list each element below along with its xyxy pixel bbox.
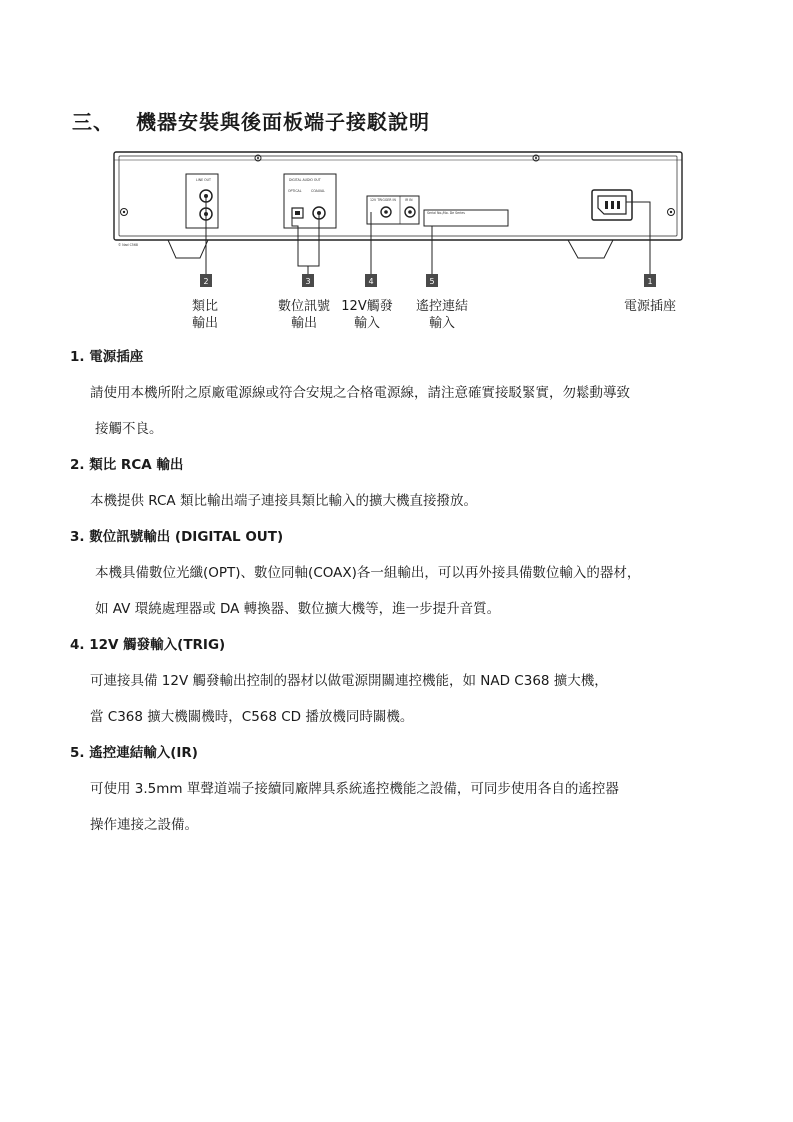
copyright-text: © Nad C568 (118, 243, 138, 247)
svg-text:4: 4 (368, 277, 374, 286)
item-3-line-2: 如 AV 環繞處理器或 DA 轉換器、數位擴大機等，進一步提升音質。 (95, 601, 501, 617)
side-screw-right-icon (668, 209, 675, 216)
digital-out-label: DIGITAL AUDIO OUT (289, 178, 321, 182)
item-3-heading: 3. 數位訊號輸出 (DIGITAL OUT) (70, 529, 284, 545)
callout-digital: 數位訊號 輸出 (277, 299, 330, 331)
item-2-line-1: 本機提供 RCA 類比輸出端子連接具類比輸入的擴大機直接撥放。 (90, 493, 477, 509)
item-3-line-1: 本機具備數位光纖(OPT)、數位同軸(COAX)各一組輸出，可以再外接具備數位輸入的器材， (95, 565, 641, 581)
item-4-line-2: 當 C368 擴大機關機時，C568 CD 播放機同時關機。 (90, 709, 414, 725)
section-title-text: 機器安裝與後面板端子接駁說明 (136, 110, 430, 134)
svg-text:2: 2 (203, 277, 209, 286)
item-1-heading: 1. 電源插座 (70, 349, 144, 365)
leader-lines (206, 196, 650, 274)
foot-right (568, 240, 613, 258)
svg-text:3: 3 (305, 277, 311, 286)
svg-text:1: 1 (647, 277, 653, 286)
badge-1 (644, 274, 656, 287)
badge-5 (426, 274, 438, 287)
optical-label: OPTICAL (288, 189, 302, 193)
serial-plate (424, 210, 508, 226)
item-4-heading: 4. 12V 觸發輸入(TRIG) (70, 637, 226, 653)
svg-text:5: 5 (429, 277, 435, 286)
item-5-heading: 5. 遙控連結輸入(IR) (70, 745, 198, 761)
callout-trigger: 12V觸發 輸入 (341, 299, 393, 331)
item-5-line-1: 可使用 3.5mm 單聲道端子接續同廠牌具系統遙控機能之設備，可同步使用各自的遙控器 (90, 781, 619, 797)
badge-4 (365, 274, 377, 287)
serial-label: Serial No./No. De Series (427, 211, 465, 215)
section-number: 三、 (72, 110, 114, 134)
rear-panel-diagram (108, 148, 688, 298)
item-1-line-1: 請使用本機所附之原廠電源線或符合安規之合格電源線，請注意確實接駁緊實，勿鬆動導致 (90, 385, 630, 401)
item-4-line-1: 可連接具備 12V 觸發輸出控制的器材以做電源開關連控機能，如 NAD C368 擴大機， (90, 673, 608, 689)
line-out-jacks (186, 174, 218, 228)
section-title (72, 106, 430, 135)
power-inlet-icon (592, 190, 632, 220)
item-5-line-2: 操作連接之設備。 (90, 817, 198, 833)
coaxial-label: COAXIAL (311, 189, 325, 193)
foot-left (168, 240, 208, 258)
callout-analog: 類比 輸出 (191, 299, 218, 331)
line-out-label: LINE OUT (196, 178, 211, 182)
item-1-line-2: 接觸不良。 (95, 421, 163, 437)
badge-2 (200, 274, 212, 287)
callout-power: 電源插座 (623, 299, 676, 314)
ir-label: IR IN (405, 198, 413, 202)
item-2-heading: 2. 類比 RCA 輸出 (70, 457, 184, 473)
trigger-label: 12V TRIGGER IN (370, 198, 396, 202)
side-screw-left-icon (121, 209, 128, 216)
callout-remote: 遙控連結 輸入 (415, 299, 468, 331)
badge-3 (302, 274, 314, 287)
trigger-ir-jacks (367, 196, 419, 224)
